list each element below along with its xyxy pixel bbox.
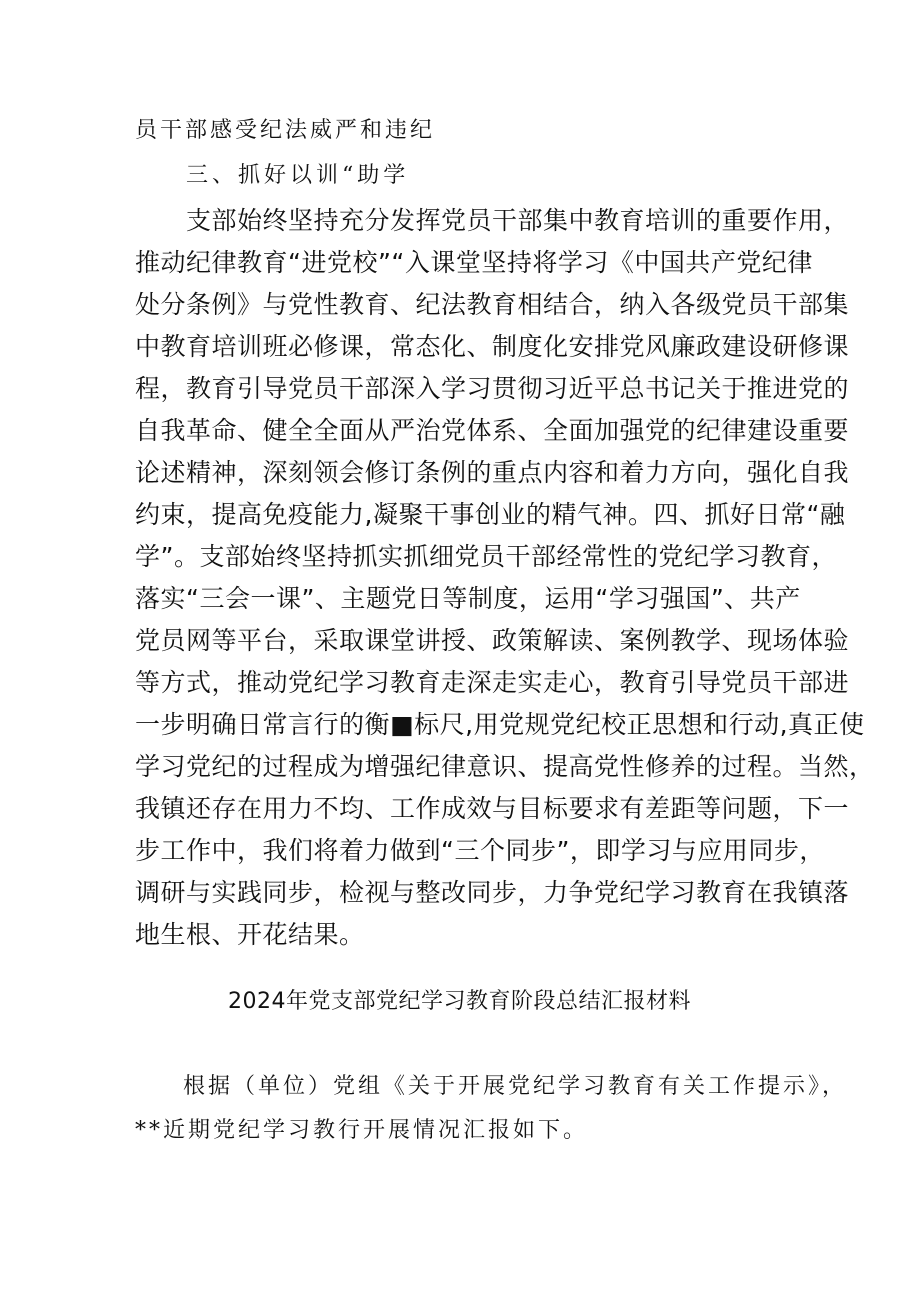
paragraph-line: 等方式，推动党纪学习教育走深走实走心，教育引导党员干部进	[135, 668, 850, 697]
section-heading: 三、抓好以训“助学	[186, 163, 410, 188]
paragraph-line: 推动纪律教育“进党校”“入课堂坚持将学习《中国共产党纪律	[135, 248, 813, 277]
paragraph-line: 学”。支部始终坚持抓实抓细党员干部经常性的党纪学习教育，	[135, 542, 837, 571]
paragraph-line: 落实“三会一课”、主题党日等制度，运用“学习强国”、共产	[135, 584, 801, 613]
paragraph-line: 步工作中，我们将着力做到“三个同步”，即学习与应用同步，	[135, 836, 825, 865]
paragraph-line: 论述精神，深刻领会修订条例的重点内容和着力方向，强化自我	[135, 458, 850, 487]
paragraph-line: 支部始终坚持充分发挥党员干部集中教育培训的重要作用，	[186, 206, 850, 235]
paragraph-line: 我镇还存在用力不均、工作成效与目标要求有差距等问题，下一	[135, 794, 850, 823]
paragraph-line: 学习党纪的过程成为增强纪律意识、提高党性修养的过程。当然，	[135, 752, 875, 781]
paragraph-line: 自我革命、健全全面从严治党体系、全面加强党的纪律建设重要	[135, 416, 850, 445]
paragraph-line: 中教育培训班必修课，常态化、制度化安排党风廉政建设研修课	[135, 332, 850, 361]
document-title: 2024年党支部党纪学习教育阶段总结汇报材料	[228, 989, 691, 1014]
paragraph-line: 程，教育引导党员干部深入学习贯彻习近平总书记关于推进党的	[135, 374, 850, 403]
paragraph-line: 一步明确日常言行的衡■标尺,用党规党纪校正思想和行动,真正使	[135, 710, 865, 739]
paragraph-line: 处分条例》与党性教育、纪法教育相结合，纳入各级党员干部集	[135, 290, 850, 319]
paragraph-line: 地生根、开花结果。	[135, 920, 365, 949]
paragraph-line: 调研与实践同步，检视与整改同步，力争党纪学习教育在我镇落	[135, 878, 850, 907]
intro-line: 根据（单位）党组《关于开展党纪学习教育有关工作提示》，	[183, 1074, 848, 1099]
intro-line: **近期党纪学习教行开展情况汇报如下。	[135, 1118, 589, 1143]
fragment-line: 员干部感受纪法威严和违纪	[135, 118, 436, 143]
paragraph-line: 党员网等平台，采取课堂讲授、政策解读、案例教学、现场体验	[135, 626, 850, 655]
paragraph-line: 约束，提高免疫能力,凝聚干事创业的精气神。四、抓好日常“融	[135, 500, 846, 529]
